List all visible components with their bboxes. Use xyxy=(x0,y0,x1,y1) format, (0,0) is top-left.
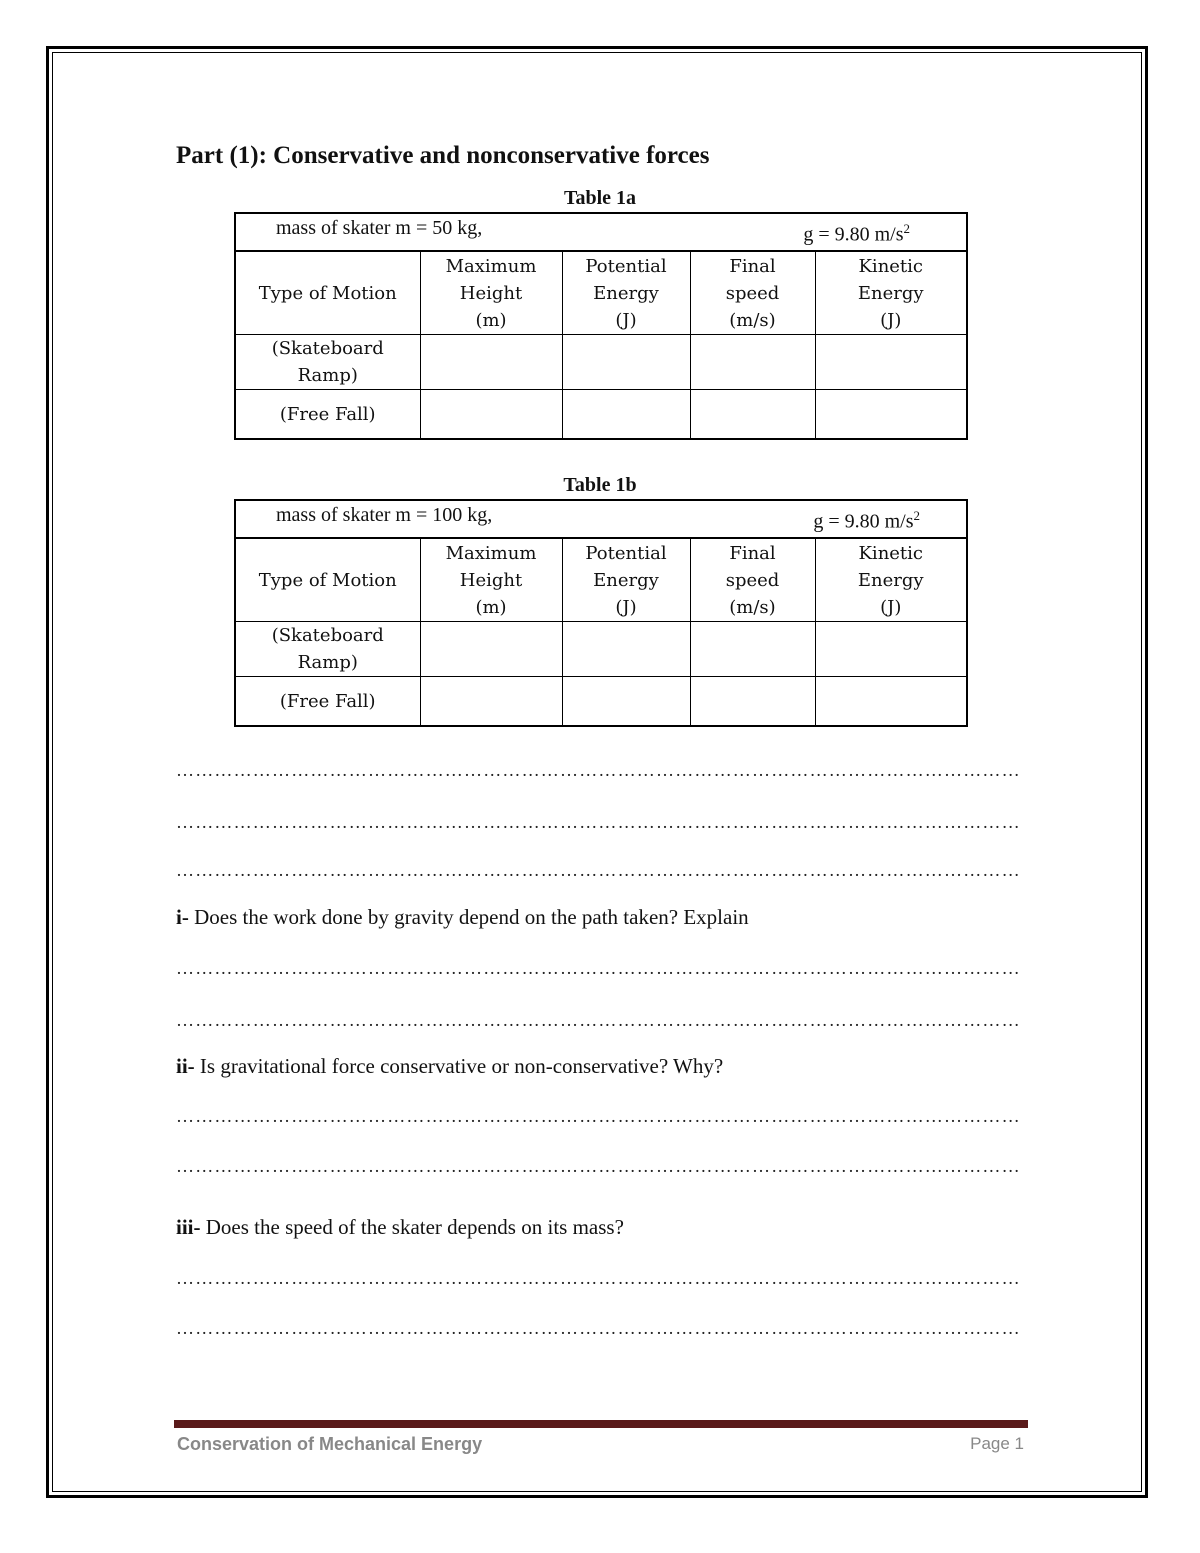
table-1a xyxy=(234,212,968,440)
answer-line[interactable]: …………………………………………………………………………………………………………………… xyxy=(176,812,1021,832)
header-final-speed: Final speed (m/s) xyxy=(690,251,815,335)
answer-cell[interactable] xyxy=(562,390,690,440)
table-1b-meta-cell xyxy=(235,500,967,538)
answer-cell[interactable] xyxy=(562,622,690,677)
footer-title: Conservation of Mechanical Energy xyxy=(177,1434,483,1454)
answer-cell[interactable] xyxy=(690,390,815,440)
row-label-free-fall: (Free Fall) xyxy=(235,390,420,440)
answer-cell[interactable] xyxy=(562,335,690,390)
answer-cell[interactable] xyxy=(815,622,967,677)
answer-line[interactable]: …………………………………………………………………………………………………………………… xyxy=(176,1010,1021,1030)
header-potential-energy: Potential Energy (J) xyxy=(562,538,690,622)
part-heading: Part (1): Conservative and nonconservative forces xyxy=(176,142,710,169)
header-final-speed: Final speed (m/s) xyxy=(690,538,815,622)
table-row xyxy=(235,622,967,677)
answer-line[interactable]: …………………………………………………………………………………………………………………… xyxy=(176,958,1021,978)
answer-line[interactable]: …………………………………………………………………………………………………………………… xyxy=(176,1318,1021,1338)
table-1a-meta-cell xyxy=(235,213,967,251)
answer-cell[interactable] xyxy=(420,677,562,727)
header-potential-energy: Potential Energy (J) xyxy=(562,251,690,335)
answer-cell[interactable] xyxy=(815,677,967,727)
mass-label: mass of skater m = 100 kg, xyxy=(276,504,493,527)
question-iii: iii- Does the speed of the skater depends on its mass? xyxy=(176,1215,624,1239)
row-label-free-fall: (Free Fall) xyxy=(235,677,420,727)
row-label-skateboard-ramp: (Skateboard Ramp) xyxy=(235,622,420,677)
answer-cell[interactable] xyxy=(420,335,562,390)
answer-cell[interactable] xyxy=(690,335,815,390)
table-1b-caption: Table 1b xyxy=(563,474,637,496)
answer-cell[interactable] xyxy=(690,622,815,677)
header-kinetic-energy: Kinetic Energy (J) xyxy=(815,538,967,622)
footer-rule xyxy=(174,1420,1028,1428)
header-maximum-height: Maximum Height (m) xyxy=(420,538,562,622)
table-1b xyxy=(234,499,968,727)
table-row xyxy=(235,677,967,727)
header-kinetic-energy: Kinetic Energy (J) xyxy=(815,251,967,335)
answer-cell[interactable] xyxy=(815,390,967,440)
answer-line[interactable]: …………………………………………………………………………………………………………………… xyxy=(176,860,1021,880)
question-ii: ii- Is gravitational force conservative or non-conservative? Why? xyxy=(176,1054,724,1078)
header-type-of-motion: Type of Motion xyxy=(235,538,420,622)
header-maximum-height: Maximum Height (m) xyxy=(420,251,562,335)
table-row xyxy=(235,390,967,440)
mass-label: mass of skater m = 50 kg, xyxy=(276,217,483,240)
answer-cell[interactable] xyxy=(420,390,562,440)
answer-line[interactable]: …………………………………………………………………………………………………………………… xyxy=(176,1268,1021,1288)
answer-line[interactable]: …………………………………………………………………………………………………………………… xyxy=(176,760,1021,780)
header-type-of-motion: Type of Motion xyxy=(235,251,420,335)
question-i: i- Does the work done by gravity depend on the path taken? Explain xyxy=(176,905,749,929)
row-label-skateboard-ramp: (Skateboard Ramp) xyxy=(235,335,420,390)
table-1a-caption: Table 1a xyxy=(563,187,637,209)
answer-line[interactable]: …………………………………………………………………………………………………………………… xyxy=(176,1106,1021,1126)
answer-cell[interactable] xyxy=(562,677,690,727)
gravity-label: g = 9.80 $m/s^2$ xyxy=(803,221,910,246)
table-row xyxy=(235,335,967,390)
gravity-label: g = 9.80 $m/s^2$ xyxy=(813,508,920,533)
answer-cell[interactable] xyxy=(815,335,967,390)
answer-cell[interactable] xyxy=(420,622,562,677)
page-number: Page 1 xyxy=(970,1434,1024,1453)
answer-cell[interactable] xyxy=(690,677,815,727)
answer-line[interactable]: …………………………………………………………………………………………………………………… xyxy=(176,1156,1021,1176)
